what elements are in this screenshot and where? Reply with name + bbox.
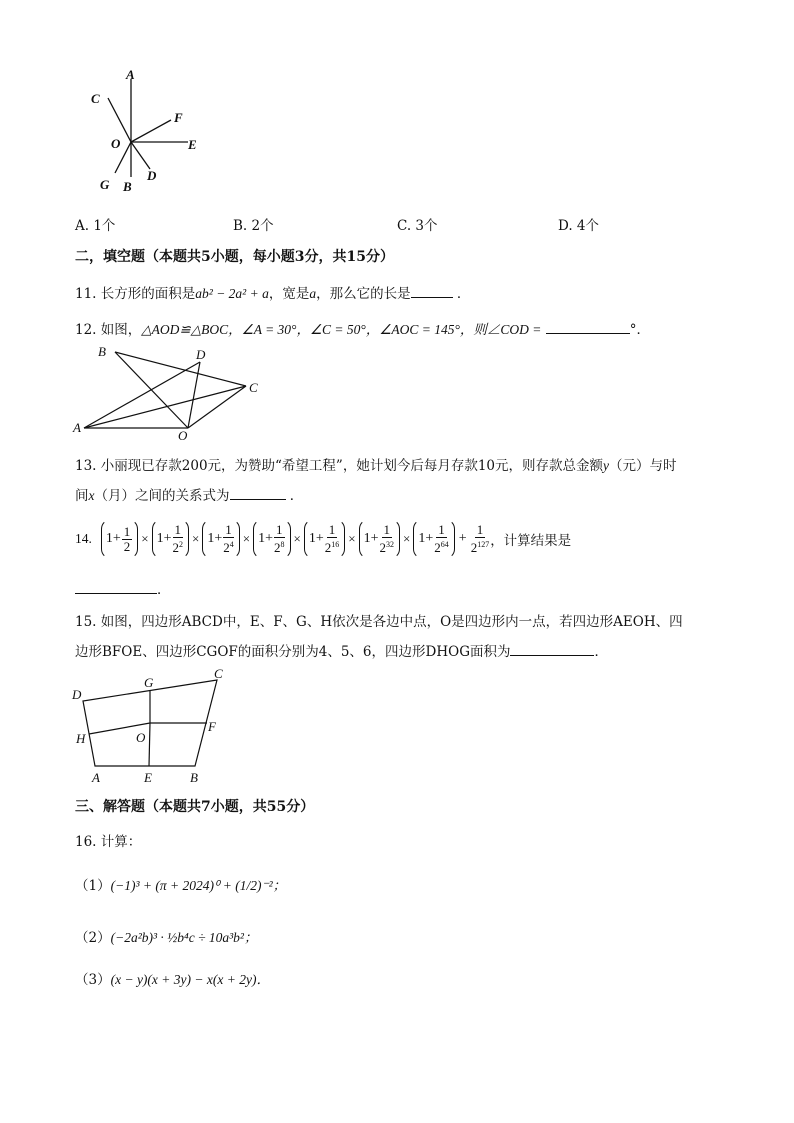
- segment-ac: [84, 386, 246, 428]
- q16-p3-expr: (x − y)(x + 3y) − x(x + 2y)．: [110, 972, 270, 987]
- q14-factor-1: 1+ $\frac{1}{2}$: [101, 519, 138, 559]
- q14-factor-6: 1+ $\frac{1}{2^{32}}$: [359, 519, 400, 559]
- q13-end: ．: [289, 488, 304, 504]
- label-o: O: [111, 136, 121, 151]
- section2-heading: 二，填空题（本题共5小题，每小题3分，共15分）: [75, 249, 394, 265]
- question-15-line1: 15. 如图，四边形ABCD中，E、F、G、H依次是各边中点，O是四边形内一点，若四边形AEOH、四: [75, 614, 683, 630]
- label-c: C: [249, 380, 258, 395]
- segment-ad: [84, 362, 200, 428]
- question-12: [75, 318, 650, 338]
- q12-end: °．: [629, 322, 650, 338]
- q16-p1-expr: (−1)³ + (π + 2024)⁰ + (1/2)⁻²；: [110, 878, 287, 893]
- q15-end: ．: [594, 644, 608, 660]
- q14-tail: ，计算结果是: [490, 533, 572, 548]
- q14-factor-3: 1+ $\frac{1}{2^4}$: [202, 519, 239, 559]
- label-g: G: [144, 675, 154, 690]
- q13-answer-blank[interactable]: [230, 487, 286, 500]
- label-b: B: [190, 770, 198, 785]
- figure-q12: [70, 340, 270, 445]
- question-16-part2: [75, 926, 257, 946]
- q16-p3-label: （3）: [75, 972, 111, 988]
- question-16-part3: [75, 968, 270, 988]
- question-16-part1: [75, 874, 286, 894]
- label-e: E: [144, 770, 152, 785]
- q12-expr: △AOD≌△BOC，∠A = 30°，∠C = 50°，∠AOC = 145°，则∠COD =: [141, 322, 542, 337]
- q11-prefix: 11. 长方形的面积是: [75, 286, 196, 302]
- q13-var-y: y: [603, 458, 610, 473]
- option-c: C. 3个: [397, 218, 438, 234]
- q14-answer-blank[interactable]: [75, 581, 157, 594]
- q14-factor-2: 1+ $\frac{1}{2^2}$: [152, 519, 189, 559]
- q16-p2-expr: (−2a²b)³ · ½b⁴c ÷ 10a³b²；: [110, 930, 258, 945]
- label-e: E: [188, 137, 197, 152]
- option-b: B. 2个: [233, 218, 274, 234]
- q11-answer-blank[interactable]: [411, 285, 453, 298]
- label-h: H: [76, 731, 86, 746]
- label-c: C: [91, 91, 100, 106]
- label-o: O: [178, 428, 188, 443]
- q15-answer-blank[interactable]: [510, 643, 594, 656]
- q11-middle: ，宽是: [268, 286, 310, 302]
- q11-end: ．: [456, 286, 471, 302]
- label-b: B: [98, 344, 106, 359]
- label-a: A: [126, 67, 135, 82]
- q11-expr: ab² − 2a² + a: [195, 286, 269, 301]
- segment-co: [188, 386, 246, 428]
- q13-line2-a: 间: [75, 488, 89, 504]
- q13-line2-b: （月）之间的关系式为: [94, 488, 230, 504]
- section3-heading: 三、解答题（本题共7小题，共55分）: [75, 799, 315, 815]
- q14-number: 14.: [75, 531, 92, 546]
- q12-answer-blank[interactable]: [546, 321, 630, 334]
- question-14: 14. 1+ $\frac{1}{2}$ × 1+ $\frac{1}{2^2}$ × 1+ $\frac{1}{2^4}$ × 1+ $\frac{1}{2^8}$ × 1+ $\frac{1}{2^{16}}$ × 1+ $\frac{1}{2^{32}}$ × 1+ $\frac{1}{2^{64}}$ + $\frac{1}{2^{127}}$ ，计算结果是: [75, 518, 571, 560]
- q13-line1-b: （元）与时: [609, 458, 677, 474]
- question-13-line2: [75, 484, 303, 504]
- question-15-line2: [75, 640, 608, 660]
- ray-of: [131, 120, 171, 142]
- q12-prefix: 12. 如图，: [75, 322, 142, 338]
- figure-rays: [85, 65, 215, 200]
- label-d: D: [72, 687, 82, 702]
- q11-var: a: [309, 286, 317, 301]
- q14-factor-7: 1+ $\frac{1}{2^{64}}$: [413, 519, 454, 559]
- q11-suffix: ，那么它的长是: [316, 286, 411, 302]
- q16-p2-label: （2）: [75, 930, 111, 946]
- q13-var-x: x: [88, 488, 95, 503]
- q14-factor-4: 1+ $\frac{1}{2^8}$: [253, 519, 290, 559]
- ray-od: [131, 142, 150, 169]
- q15-line2: 边形BFOE、四边形CGOF的面积分别为4、5、6，四边形DHOG面积为: [75, 644, 511, 660]
- label-c: C: [214, 666, 223, 681]
- question-11: [75, 282, 470, 302]
- question-14-answer: [75, 578, 171, 598]
- option-d: D. 4个: [558, 218, 600, 234]
- label-a: A: [92, 770, 100, 785]
- label-f: F: [208, 719, 216, 734]
- segment-eo: [149, 723, 150, 766]
- q16-p1-label: （1）: [75, 878, 111, 894]
- q14-last-fraction: $\frac{1}{2^{127}}$: [470, 522, 490, 555]
- label-g: G: [100, 177, 110, 192]
- label-d: D: [147, 168, 157, 183]
- label-o: O: [136, 730, 146, 745]
- q14-end: ．: [157, 582, 171, 598]
- label-b: B: [123, 179, 132, 194]
- label-d: D: [196, 347, 206, 362]
- figure-q15: [70, 664, 245, 786]
- question-16-title: 16. 计算：: [75, 834, 142, 850]
- segment-bc: [115, 352, 246, 386]
- q13-line1-a: 13. 小丽现已存款200元，为赞助“希望工程”，她计划今后每月存款10元，则存款总金额: [75, 458, 604, 474]
- question-13-line1: [75, 454, 677, 474]
- option-a: A. 1个: [75, 218, 116, 234]
- label-f: F: [174, 110, 183, 125]
- label-a: A: [73, 420, 81, 435]
- q14-factor-5: 1+ $\frac{1}{2^{16}}$: [304, 519, 345, 559]
